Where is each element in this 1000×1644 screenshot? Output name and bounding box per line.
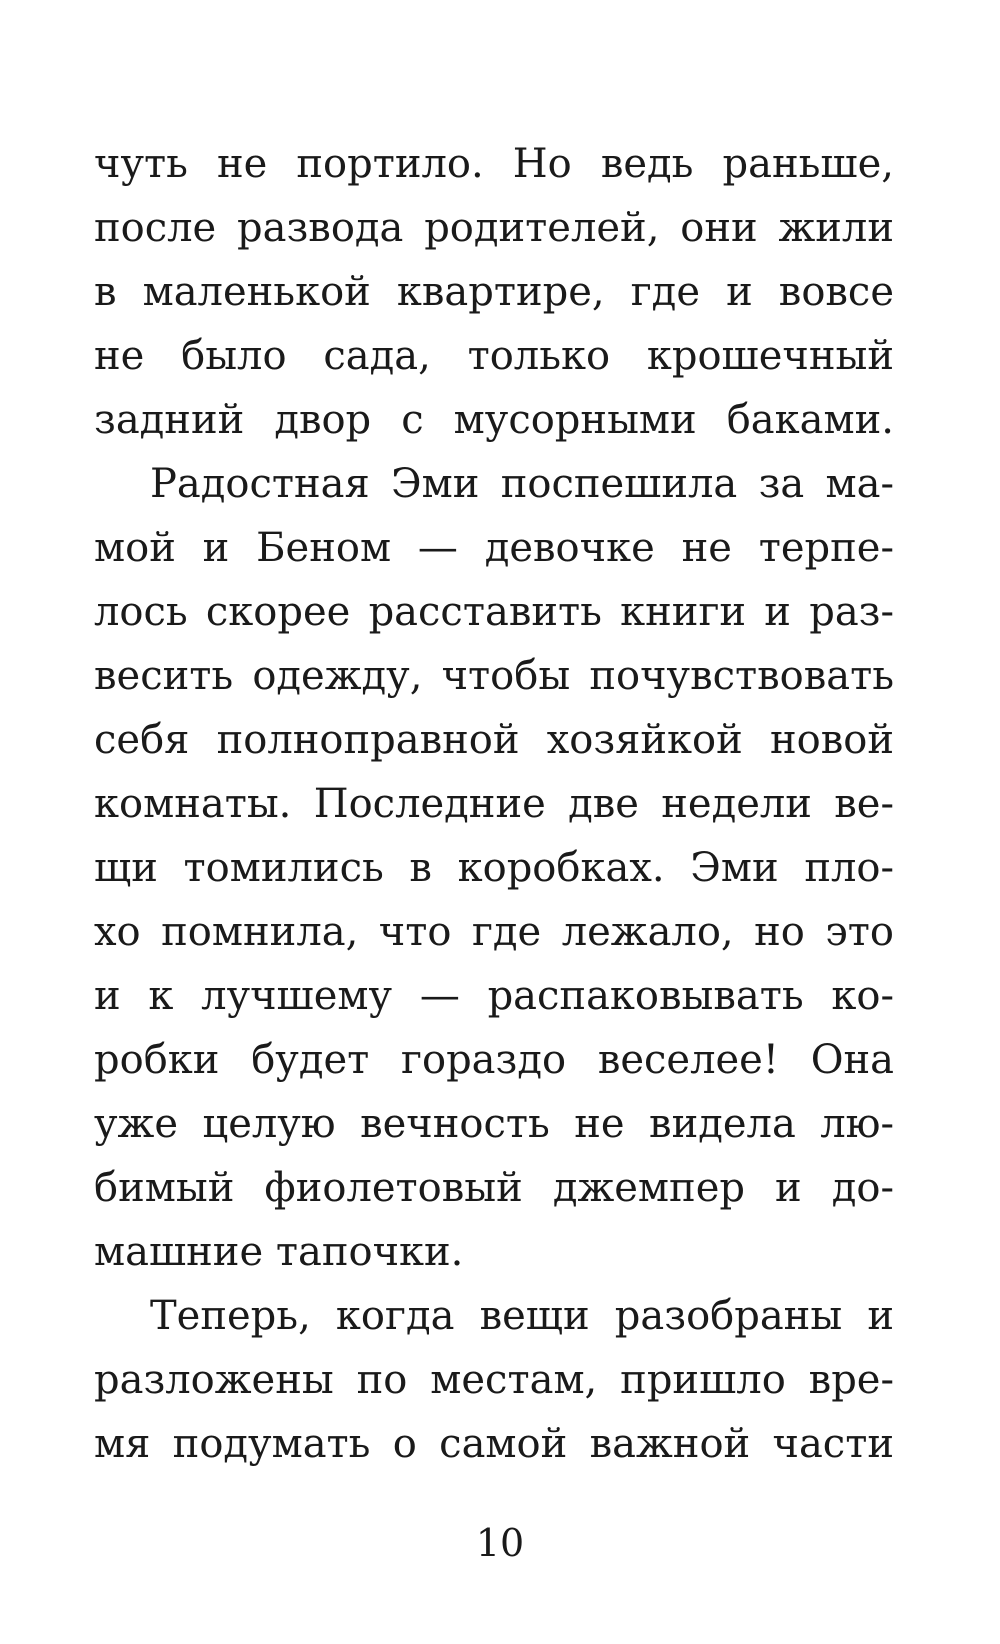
text-line: разложены по местам, пришло вре- — [94, 1357, 894, 1403]
text-line: задний двор с мусорными баками. — [94, 397, 894, 443]
text-line: Радостная Эми поспешила за ма- — [150, 461, 894, 507]
text-line: робки будет гораздо веселее! Она — [94, 1037, 894, 1083]
text-line: машние тапочки. — [94, 1229, 464, 1275]
text-line: в маленькой квартире, где и вовсе — [94, 269, 894, 315]
text-line: щи томились в коробках. Эми пло- — [94, 845, 894, 891]
text-line: после развода родителей, они жили — [94, 205, 894, 251]
text-line: себя полноправной хозяйкой новой — [94, 717, 894, 763]
text-line: комнаты. Последние две недели ве- — [94, 781, 894, 827]
text-line: не было сада, только крошечный — [94, 333, 894, 379]
text-line: мя подумать о самой важной части — [94, 1421, 894, 1467]
text-line: бимый фиолетовый джемпер и до- — [94, 1165, 894, 1211]
page-number: 10 — [475, 1521, 525, 1565]
text-line: весить одежду, чтобы почувствовать — [94, 653, 894, 699]
body-text — [94, 132, 894, 1476]
text-line: уже целую вечность не видела лю- — [94, 1101, 894, 1147]
text-line: мой и Беном — девочке не терпе- — [94, 525, 894, 571]
text-line: и к лучшему — распаковывать ко- — [94, 973, 894, 1019]
text-line: чуть не портило. Но ведь раньше, — [94, 141, 894, 187]
text-line: хо помнила, что где лежало, но это — [94, 909, 894, 955]
text-line: Теперь, когда вещи разобраны и — [150, 1293, 894, 1339]
text-line: лось скорее расставить книги и раз- — [94, 589, 894, 635]
